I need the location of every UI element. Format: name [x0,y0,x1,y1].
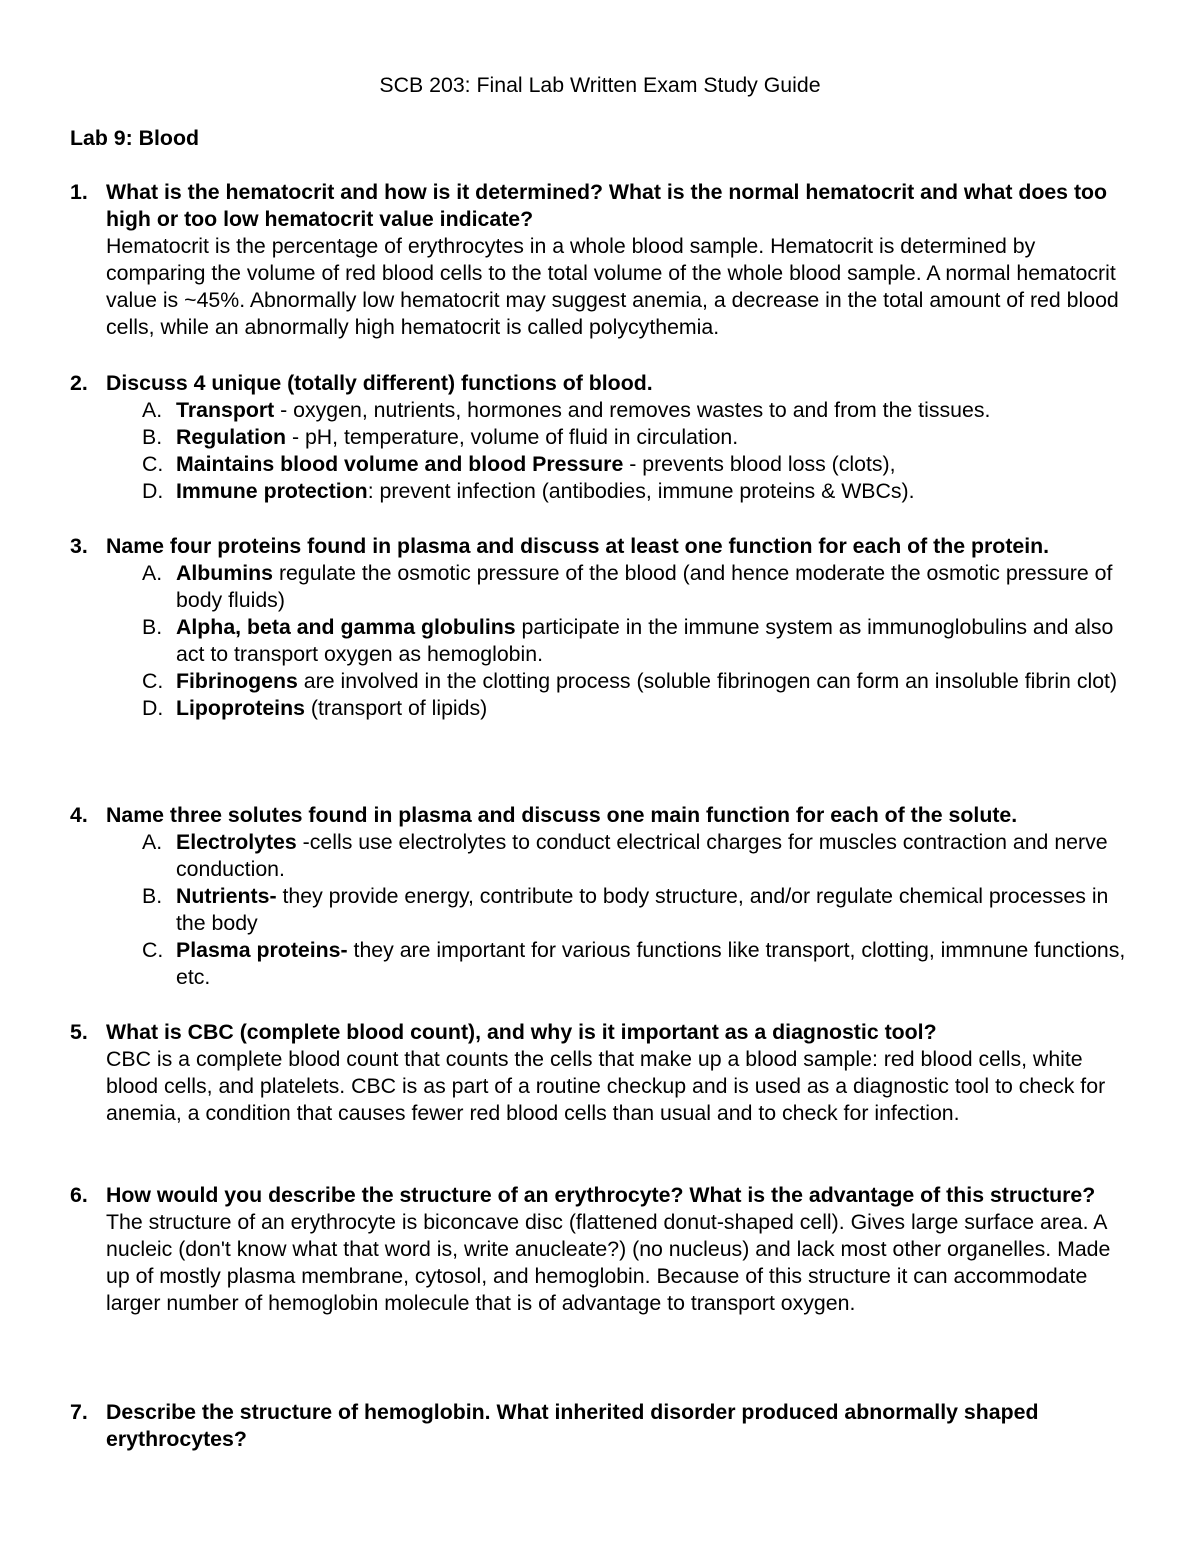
list-item [70,695,1130,722]
item-letter: B. [142,425,163,449]
section-heading: Lab 9: Blood [70,126,199,150]
question-number: 5. [70,1020,88,1044]
question-number: 7. [70,1400,88,1424]
item-letter: C. [142,452,164,476]
answer-text: Hematocrit is the percentage of erythrocytes in a whole blood sample. Hematocrit is determined by comparing the volume of red blood cells to the total volume of the whole blood sample. A normal hematocrit value is ~45%. Abnormally low hematocrit may suggest anemia, a decrease in the total amount of red blood cells, while an abnormally high hematocrit is called polycythemia. [106,234,1119,339]
question-1 [70,179,1130,341]
list-item [70,883,1130,937]
item-text: - pH, temperature, volume of fluid in circulation. [286,425,739,449]
question-number: 6. [70,1183,88,1207]
question-number: 3. [70,534,88,558]
list-item [70,937,1130,991]
list-item [70,424,1130,451]
item-term: Plasma proteins- [176,938,348,962]
question-text: What is CBC (complete blood count), and why is it important as a diagnostic tool? [106,1020,937,1044]
item-letter: D. [142,696,164,720]
answer-text: CBC is a complete blood count that counts the cells that make up a blood sample: red blood cells, white blood cells, and platelets. CBC is as part of a routine checkup and is used as a diagnostic tool to check for anemia, a condition that causes fewer red blood cells than usual and to check for infection. [106,1047,1106,1125]
item-letter: A. [142,830,163,854]
question-number: 4. [70,803,88,827]
item-letter: A. [142,398,163,422]
item-letter: C. [142,669,164,693]
item-term: Fibrinogens [176,669,298,693]
question-text: How would you describe the structure of an erythrocyte? What is the advantage of this structure? [106,1183,1096,1207]
item-text: - prevents blood loss (clots), [623,452,896,476]
item-term: Immune protection [176,479,368,503]
question-number: 2. [70,371,88,395]
item-letter: B. [142,884,163,908]
item-text: - oxygen, nutrients, hormones and removes wastes to and from the tissues. [274,398,991,422]
item-text: are involved in the clotting process (soluble fibrinogen can form an insoluble fibrin clot) [297,669,1118,693]
list-item [70,478,1130,505]
item-text: they are important for various functions like transport, clotting, immnune functions, etc. [176,938,1126,989]
item-term: Maintains blood volume and blood Pressure [176,452,624,476]
question-3 [70,533,1130,722]
question-4 [70,802,1130,991]
question-text: Name three solutes found in plasma and discuss one main function for each of the solute. [106,803,1018,827]
item-text: -cells use electrolytes to conduct electrical charges for muscles contraction and nerve conduction. [176,830,1108,881]
item-text: they provide energy, contribute to body structure, and/or regulate chemical processes in the body [176,884,1109,935]
item-term: Nutrients- [176,884,277,908]
question-text: Name four proteins found in plasma and discuss at least one function for each of the protein. [106,534,1050,558]
question-6 [70,1182,1130,1317]
item-term: Lipoproteins [176,696,305,720]
list-item [70,560,1130,614]
question-text: What is the hematocrit and how is it determined? What is the normal hematocrit and what does too high or too low hematocrit value indicate? [106,180,1108,231]
item-letter: A. [142,561,163,585]
answer-text: The structure of an erythrocyte is biconcave disc (flattened donut-shaped cell). Gives large surface area. A nucleic (don't know what that word is, write anucleate?) (no nucleus) and lack most other organelles. Made up of mostly plasma membrane, cytosol, and hemoglobin. Because of this structure it can accommodate larger number of hemoglobin molecule that is of advantage to transport oxygen. [106,1210,1111,1315]
item-term: Transport [176,398,275,422]
list-item [70,614,1130,668]
question-text: Discuss 4 unique (totally different) functions of blood. [106,371,653,395]
item-text: (transport of lipids) [304,696,488,720]
item-term: Electrolytes [176,830,297,854]
page-title: SCB 203: Final Lab Written Exam Study Guide [379,73,821,97]
list-item [70,668,1130,695]
item-text: regulate the osmotic pressure of the blood (and hence moderate the osmotic pressure of body fluids) [176,561,1113,612]
item-term: Alpha, beta and gamma globulins [176,615,516,639]
item-letter: D. [142,479,164,503]
list-item [70,451,1130,478]
question-number: 1. [70,180,88,204]
item-term: Albumins [176,561,274,585]
item-letter: B. [142,615,163,639]
item-text: participate in the immune system as immunoglobulins and also act to transport oxygen as hemoglobin. [176,615,1114,666]
item-term: Regulation [176,425,287,449]
question-5 [70,1019,1130,1127]
item-letter: C. [142,938,164,962]
item-text: : prevent infection (antibodies, immune proteins & WBCs). [367,479,915,503]
question-2 [70,370,1130,505]
list-item [70,397,1130,424]
list-item [70,829,1130,883]
question-7 [70,1399,1130,1453]
question-text: Describe the structure of hemoglobin. What inherited disorder produced abnormally shaped erythrocytes? [106,1400,1039,1451]
